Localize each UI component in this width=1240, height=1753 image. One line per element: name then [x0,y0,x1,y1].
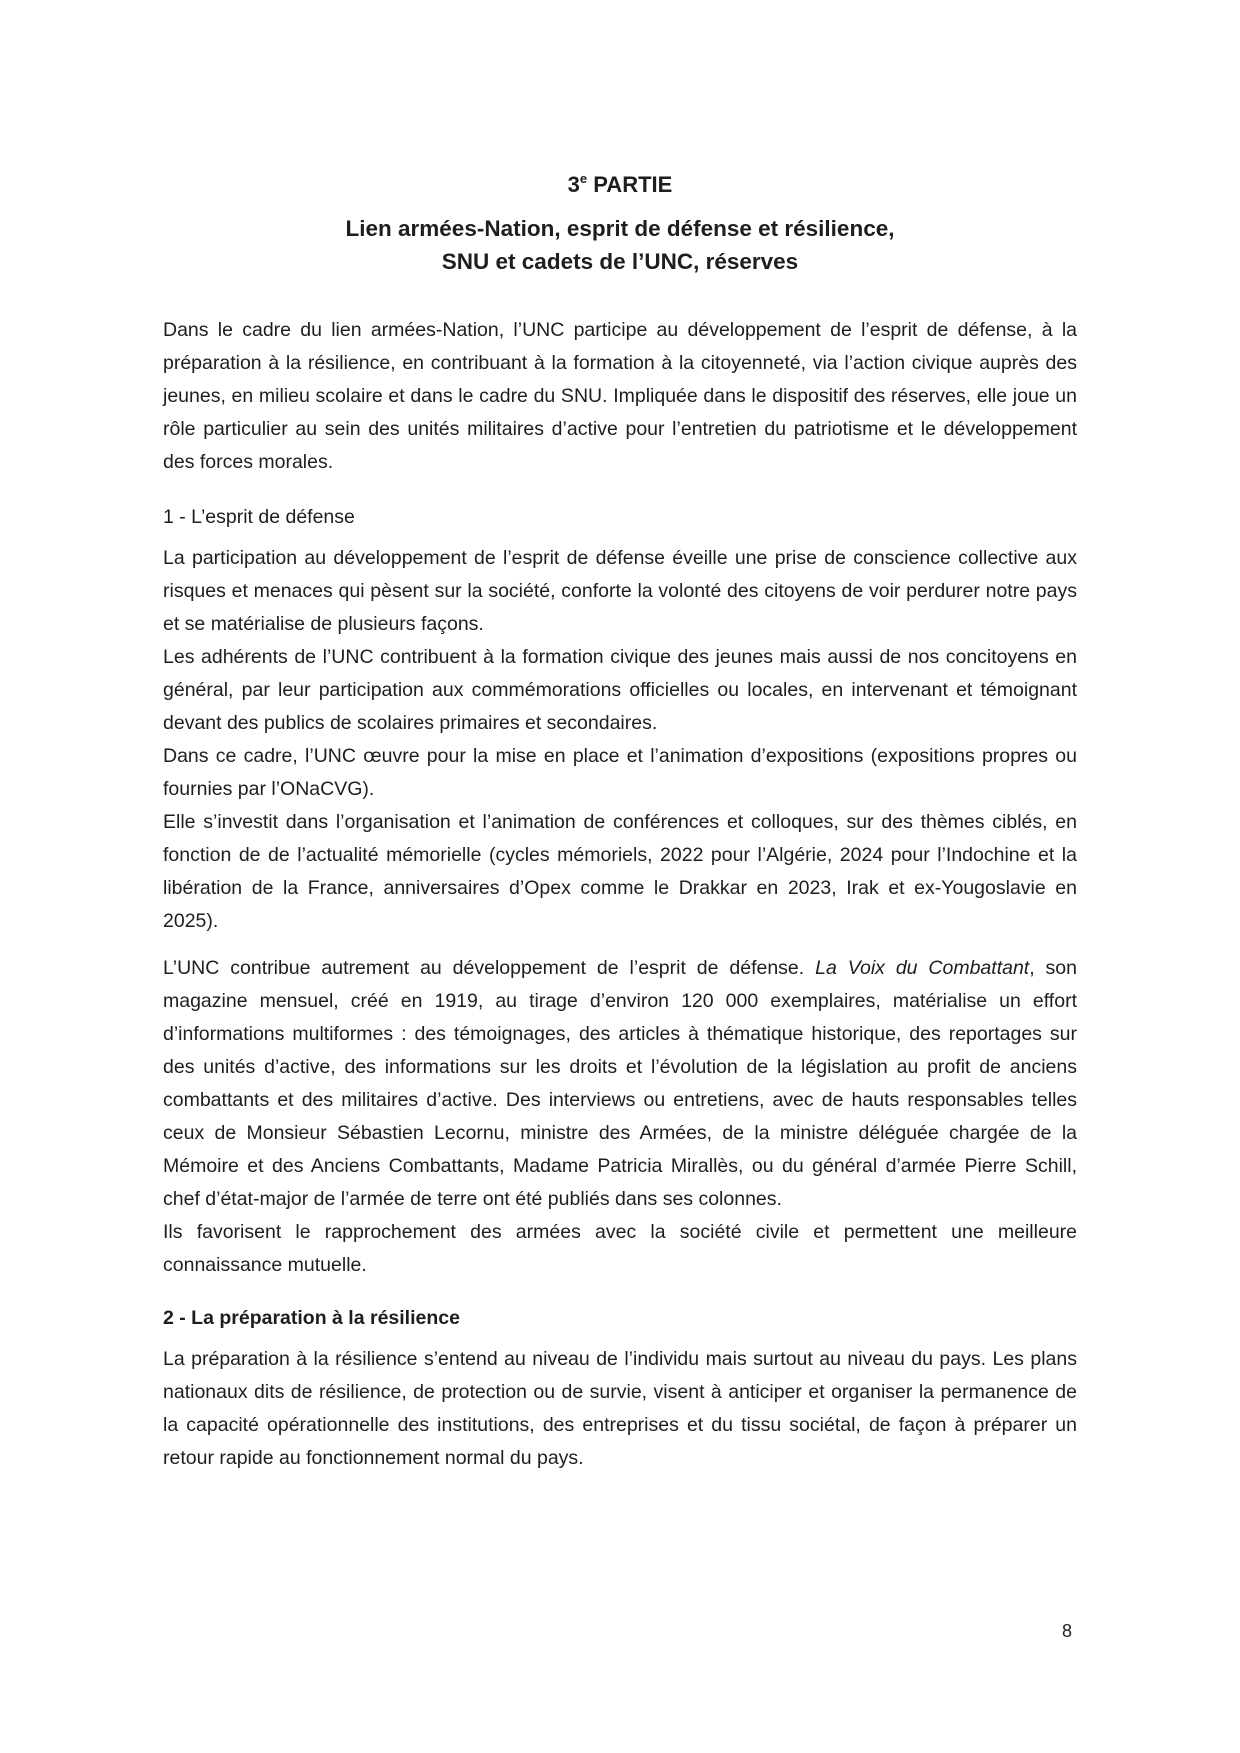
main-title-line-1: Lien armées-Nation, esprit de défense et résilience, [345,216,895,241]
section-2-paragraph-1: La préparation à la résilience s’entend au niveau de l’individu mais surtout au niveau du pays. Les plans nationaux dits de résilience, de protection ou de survie, visent à anticiper et organiser la permanence de la capacité opérationnelle des institutions, des entreprises et du tissu sociétal, de façon à préparer un retour rapide au fonctionnement normal du pays. [163,1348,1077,1469]
paragraph-5-rest: , son magazine mensuel, créé en 1919, au tirage d’environ 120 000 exemplaires, matérialise un effort d’informations multiformes : des témoignages, des articles à thématique historique, des reportages sur des unités d’active, des informations sur les droits et l’évolution de la législation au profit de anciens combattants et des militaires d’active. Des interviews ou entretiens, avec de hauts responsables telles ceux de Monsieur Sébastien Lecornu, ministre des Armées, de la ministre déléguée chargée de la Mémoire et des Anciens Combattants, Madame Patricia Mirallès, ou du général d’armée Pierre Schill, chef d’état-major de l’armée de terre ont été publiés dans ses colonnes. [163,957,1077,1210]
section-1-paragraph-4: Elle s’investit dans l’organisation et l’animation de conférences et colloques, sur des thèmes ciblés, en fonction de de l’actualité mémorielle (cycles mémoriels, 2022 pour l’Algérie, 2024 pour l’Indochine et la libération de la France, anniversaires d’Opex comme le Drakkar en 2023, Irak et ex-Yougoslavie en 2025). [163,811,1077,932]
part-number-suffix: e [579,171,588,186]
intro-paragraph: Dans le cadre du lien armées-Nation, l’UNC participe au développement de l’esprit de défense, à la préparation à la résilience, en contribuant à la formation à la citoyenneté, via l’action civique auprès des jeunes, en milieu scolaire et dans le cadre du SNU. Impliquée dans le dispositif des réserves, elle joue un rôle particulier au sein des unités militaires d’active pour l’entretien du patriotisme et le développement des forces morales. [163,319,1077,473]
part-title [163,170,1077,200]
main-title-line-2: SNU et cadets de l’UNC, réserves [441,249,799,274]
section-1-heading: 1 - L’esprit de défense [163,506,355,528]
part-word: PARTIE [587,172,673,197]
section-2-heading: 2 - La préparation à la résilience [163,1307,460,1329]
main-title [163,212,1077,278]
section-1-paragraph-1: La participation au développement de l’esprit de défense éveille une prise de conscience collective aux risques et menaces qui pèsent sur la société, conforte la volonté des citoyens de voir perdurer notre pays et se matérialise de plusieurs façons. [163,547,1077,635]
section-1-paragraph-3: Dans ce cadre, l’UNC œuvre pour la mise en place et l’animation d’expositions (expositions propres ou fournies par l’ONaCVG). [163,745,1077,800]
section-1-paragraph-5 [163,952,1077,1216]
magazine-title: La Voix du Combattant [815,957,1030,979]
part-number: 3 [567,172,580,197]
paragraph-5-start: L’UNC contribue autrement au développement de l’esprit de défense. [163,957,816,979]
section-1-paragraph-2: Les adhérents de l’UNC contribuent à la formation civique des jeunes mais aussi de nos concitoyens en général, par leur participation aux commémorations officielles ou locales, en intervenant et témoignant devant des publics de scolaires primaires et secondaires. [163,646,1077,734]
section-1-paragraph-6: Ils favorisent le rapprochement des armées avec la société civile et permettent une meilleure connaissance mutuelle. [163,1221,1077,1276]
page-number: 8 [1062,1621,1073,1641]
document-page [163,170,1077,1475]
